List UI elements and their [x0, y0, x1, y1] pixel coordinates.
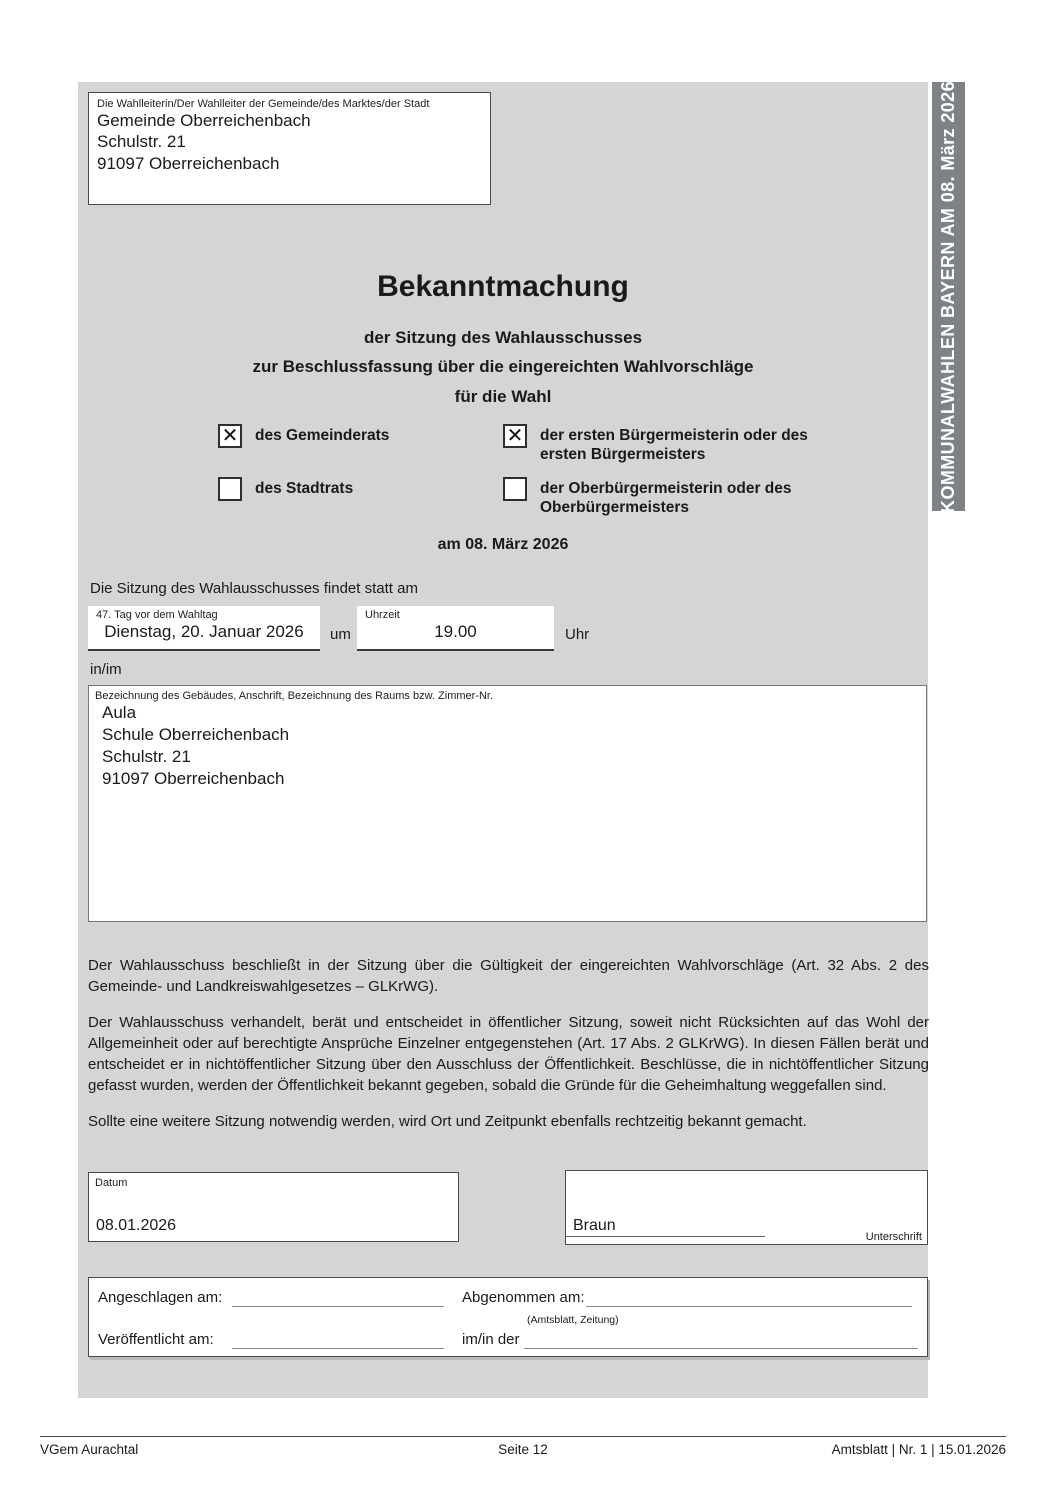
- footer-divider: [40, 1436, 1006, 1437]
- date-box-value: 08.01.2026: [96, 1217, 177, 1234]
- date-box-label: Datum: [95, 1177, 128, 1189]
- in-im-text: in/im: [90, 661, 122, 678]
- meeting-time-field: [357, 606, 554, 651]
- removed-on-blank: [586, 1306, 912, 1307]
- meeting-day-label: 47. Tag vor dem Wahltag: [96, 609, 218, 621]
- signature-box: [565, 1170, 928, 1245]
- checkbox-gemeinderat: [218, 424, 242, 448]
- posted-on-blank: [232, 1306, 444, 1307]
- im-in-der-label: im/in der: [462, 1331, 520, 1348]
- checkbox-mark: ✕: [221, 425, 239, 447]
- checkbox-oberbuergermeisterin: [503, 477, 527, 501]
- page-title: Bekanntmachung: [377, 270, 629, 303]
- footer-page-number: Seite 12: [498, 1442, 548, 1457]
- signature-name: Braun: [573, 1217, 616, 1234]
- im-in-der-blank: [524, 1348, 918, 1349]
- meeting-intro: Die Sitzung des Wahlausschusses findet statt am: [90, 580, 418, 597]
- checkbox-mark: ✕: [506, 425, 524, 447]
- location-city: 91097 Oberreichenbach: [102, 769, 285, 789]
- option-label: des Stadtrats: [255, 480, 354, 497]
- legal-paragraphs: [88, 955, 929, 1132]
- footer-left: VGem Aurachtal: [40, 1442, 139, 1457]
- published-on-blank: [232, 1348, 444, 1349]
- location-street: Schulstr. 21: [102, 747, 191, 767]
- option-erste-buergermeisterin: [503, 424, 808, 465]
- meeting-location-box: [88, 685, 927, 922]
- meeting-time-value: 19.00: [434, 622, 477, 641]
- option-gemeinderat: [218, 424, 389, 448]
- checkbox-stadtrat: [218, 477, 242, 501]
- subtitle-3: für die Wahl: [454, 387, 552, 406]
- municipality-street: Schulstr. 21: [97, 132, 186, 152]
- location-building: Schule Oberreichenbach: [102, 725, 290, 745]
- option-label: des Gemeinderats: [255, 427, 390, 444]
- election-officer-address-box: [88, 92, 491, 205]
- address-box-label: Die Wahlleiterin/Der Wahlleiter der Gemeinde/des Marktes/der Stadt: [97, 98, 430, 110]
- checkbox-erste-buergermeisterin: [503, 424, 527, 448]
- published-on-label: Veröffentlicht am:: [98, 1331, 214, 1348]
- removed-on-label: Abgenommen am:: [462, 1289, 585, 1306]
- signature-label: Unterschrift: [865, 1231, 922, 1243]
- footer-right: Amtsblatt | Nr. 1 | 15.01.2026: [831, 1442, 1006, 1457]
- uhr-text: Uhr: [565, 626, 590, 643]
- meeting-time-label: Uhrzeit: [365, 609, 400, 621]
- location-room: Aula: [102, 703, 137, 722]
- meeting-day-value: Dienstag, 20. Januar 2026: [104, 622, 304, 641]
- date-box: [88, 1172, 459, 1242]
- subtitle-2: zur Beschlussfassung über die eingereichten Wahlvorschläge: [252, 357, 754, 376]
- signature-line: [566, 1236, 765, 1237]
- um-text: um: [330, 626, 351, 643]
- subtitle-1: der Sitzung des Wahlausschusses: [363, 328, 643, 347]
- municipality-city: 91097 Oberreichenbach: [97, 153, 280, 173]
- meeting-day-field: [88, 606, 320, 651]
- paragraph-public-session: Der Wahlausschuss verhandelt, berät und entscheidet in öffentlicher Sitzung, soweit nicht Rücksichten auf das Wohl der Allgemeinheit oder auf berechtigte Ansprüche Einzelner entgegenstehen (Art. 17 Abs. 2 GLKrWG). In diesen Fällen berät und entscheidet er in nichtöffentlicher Sitzung über den Ausschluss der Öffentlichkeit. Beschlüsse, die in nichtöffentlicher Sitzung gefasst wurden, werden der Öffentlichkeit bekannt gegeben, sobald die Gründe für die Geheimhaltung weggefallen sind.: [88, 1014, 929, 1094]
- vertical-banner: [932, 82, 965, 511]
- option-label: der Oberbürgermeisterin oder des Oberbürgermeisters: [540, 480, 792, 516]
- posted-on-label: Angeschlagen am:: [98, 1289, 223, 1306]
- location-label: Bezeichnung des Gebäudes, Anschrift, Bezeichnung des Raums bzw. Zimmer-Nr.: [95, 690, 494, 702]
- footer: [40, 1442, 1006, 1457]
- paragraph-further-session: Sollte eine weitere Sitzung notwendig werden, wird Ort und Zeitpunkt ebenfalls rechtzeitig bekannt gemacht.: [88, 1113, 807, 1130]
- option-label: der ersten Bürgermeisterin oder des ersten Bürgermeisters: [540, 427, 808, 463]
- option-stadtrat: [218, 477, 353, 501]
- municipality-name: Gemeinde Oberreichenbach: [97, 111, 311, 130]
- paragraph-validity: Der Wahlausschuss beschließt in der Sitzung über die Gültigkeit der eingereichten Wahlvorschläge (Art. 32 Abs. 2 des Gemeinde- und Landkreiswahlgesetzes – GLKrWG).: [88, 957, 929, 995]
- amtsblatt-note: (Amtsblatt, Zeitung): [527, 1314, 619, 1326]
- option-oberbuergermeisterin: [503, 477, 808, 518]
- banner-text: KOMMUNALWAHLEN BAYERN AM 08. März 2026: [938, 80, 958, 513]
- election-date-line: am 08. März 2026: [437, 536, 569, 553]
